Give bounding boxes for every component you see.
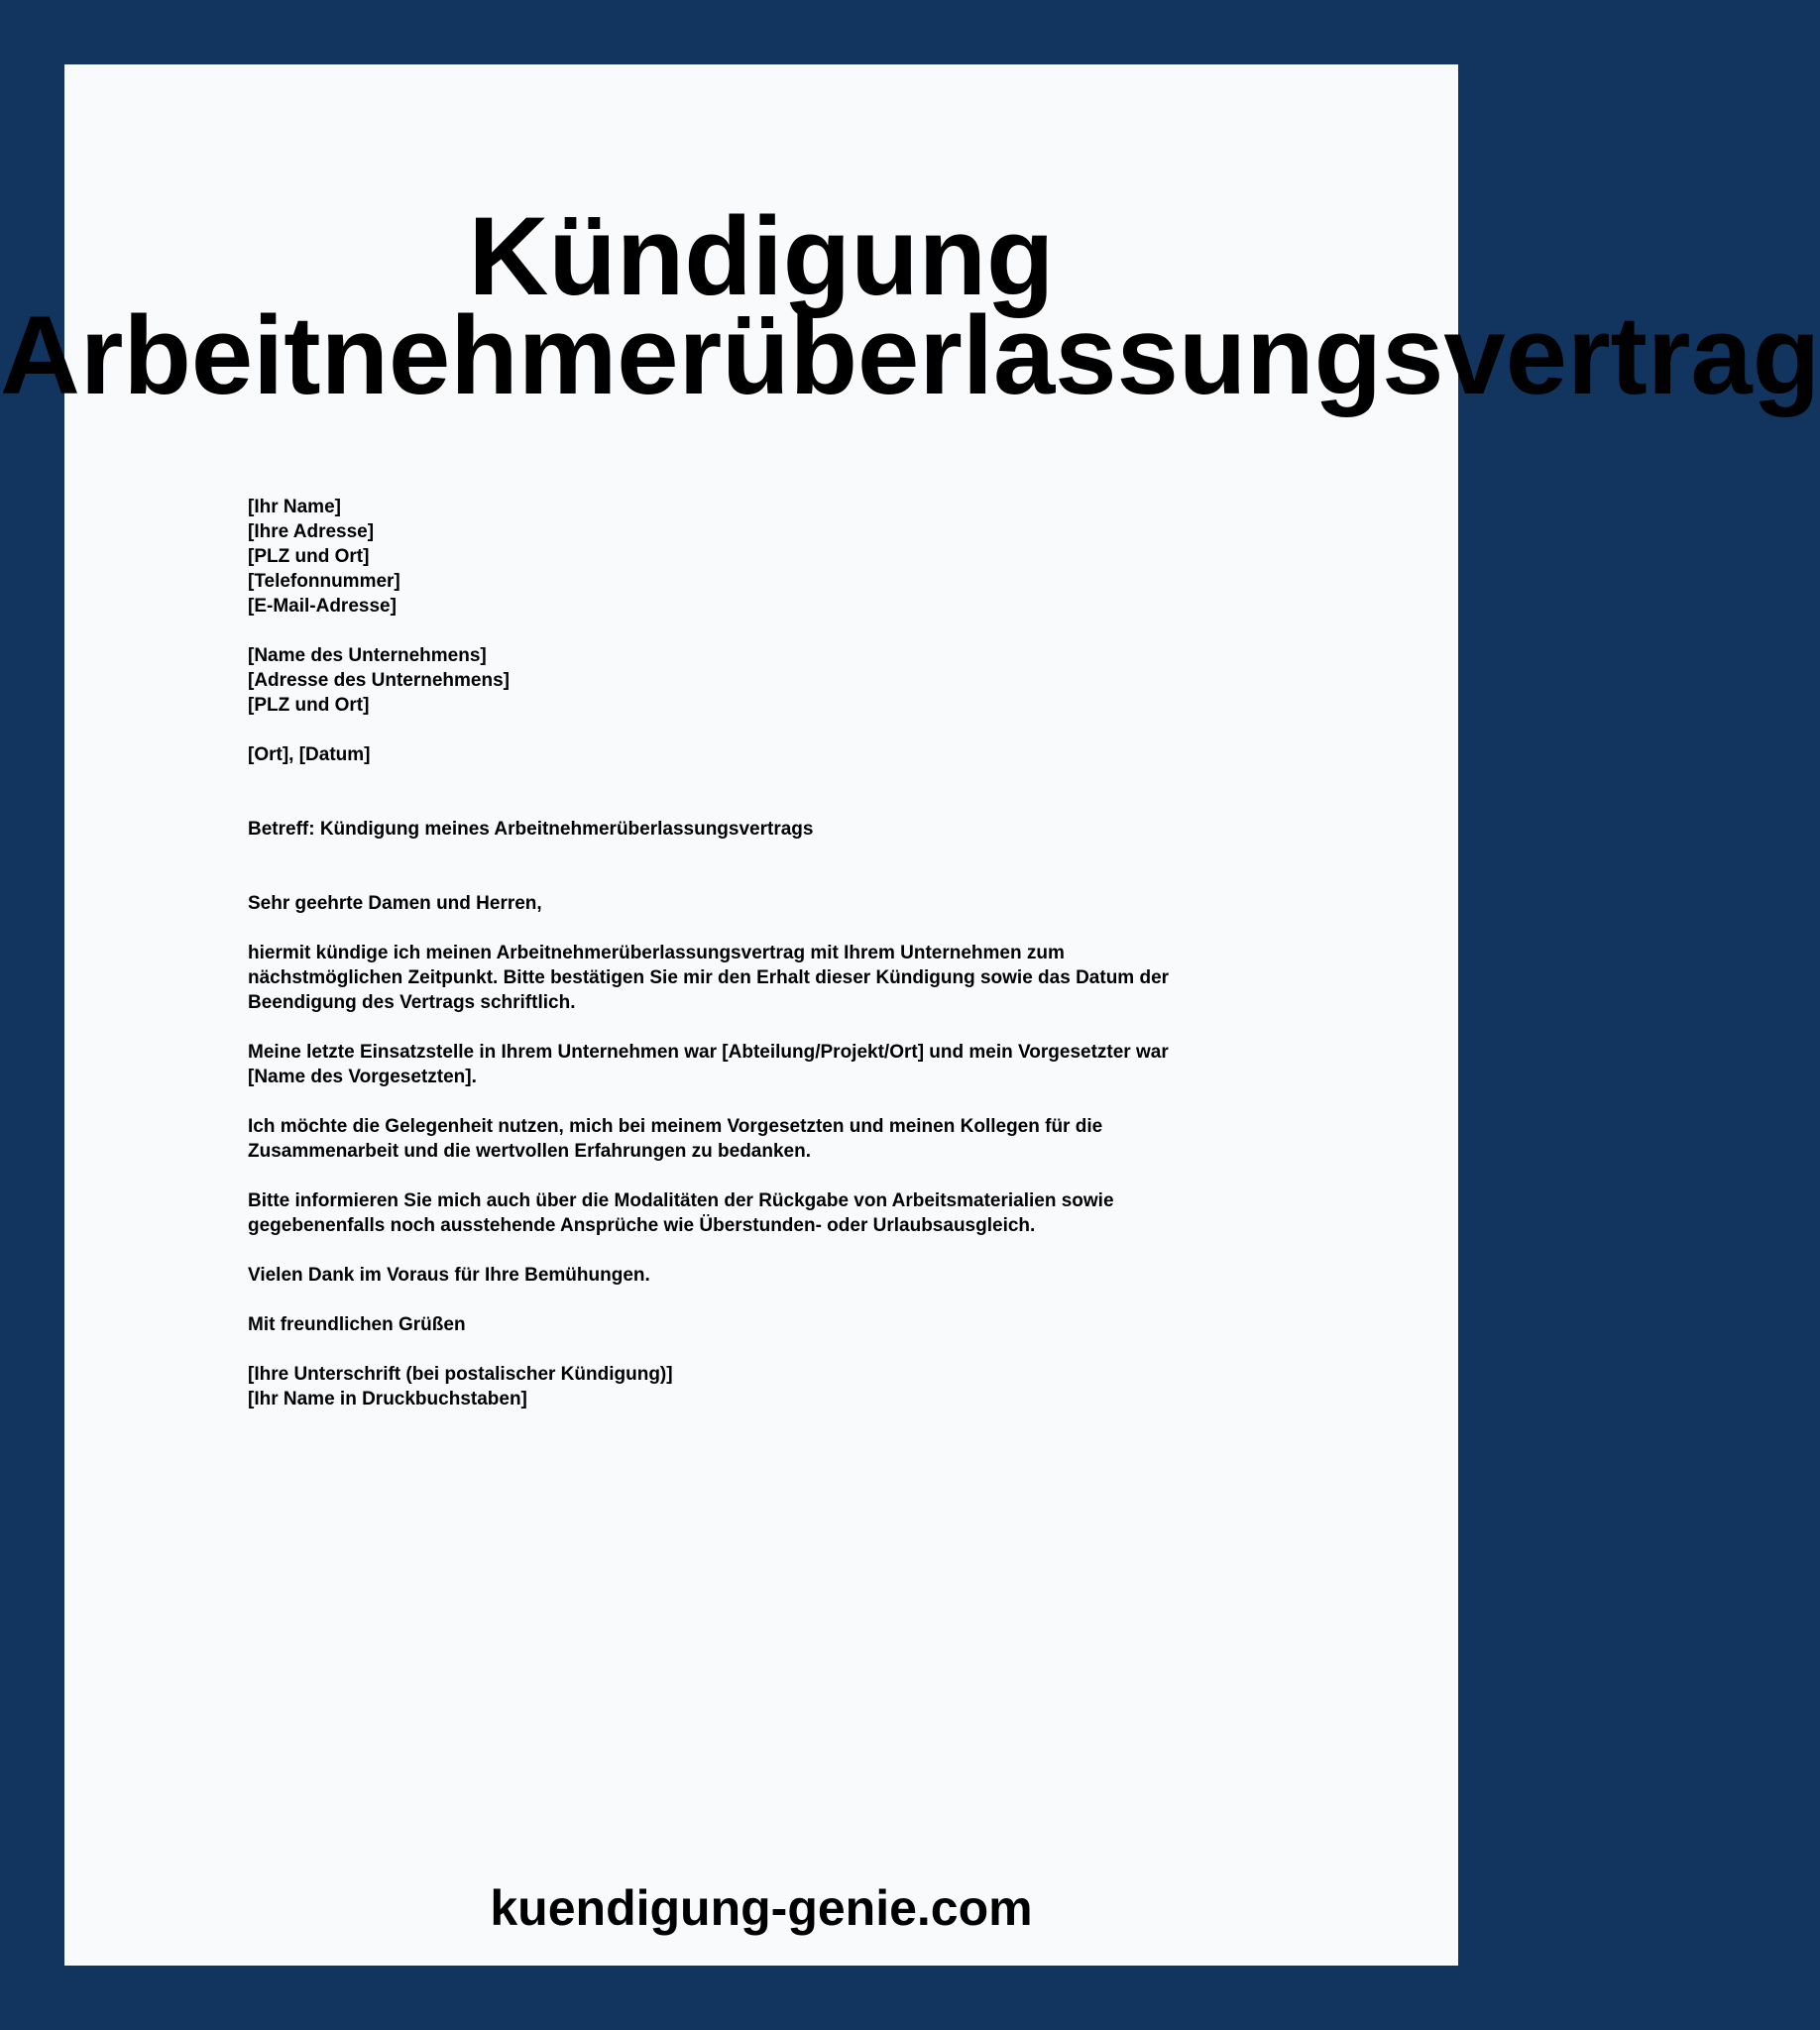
paragraph-line: Zusammenarbeit und die wertvollen Erfahrungen zu bedanken. [248,1141,811,1162]
letter-body [248,495,1299,1411]
subject-line: Betreff: Kündigung meines Arbeitnehmerüberlassungsvertrags [248,819,814,840]
paragraph-line: Beendigung des Vertrags schriftlich. [248,992,576,1013]
paragraph-line: nächstmöglichen Zeitpunkt. Bitte bestätigen Sie mir den Erhalt dieser Kündigung sowie das Datum der [248,967,1170,988]
footer-website: kuendigung-genie.com [490,1880,1033,1936]
signature-line-2: [Ihr Name in Druckbuchstaben] [248,1389,527,1410]
closing: Mit freundlichen Grüßen [248,1314,466,1335]
paragraph-3 [248,1114,1299,1164]
recipient-company: [Name des Unternehmens] [248,645,487,666]
paragraph-line: [Name des Vorgesetzten]. [248,1067,477,1087]
paragraph-5 [248,1263,1299,1288]
paragraph-2 [248,1040,1299,1089]
sender-zip-city: [PLZ und Ort] [248,546,370,567]
paragraph-line: Meine letzte Einsatzstelle in Ihrem Unternehmen war [Abteilung/Projekt/Ort] und mein Vorgesetzter war [248,1042,1169,1063]
signature-line-1: [Ihre Unterschrift (bei postalischer Kündigung)] [248,1364,673,1385]
sender-address: [Ihre Adresse] [248,521,375,542]
recipient-zip-city: [PLZ und Ort] [248,695,370,716]
paragraph-line: Ich möchte die Gelegenheit nutzen, mich bei meinem Vorgesetzten und meinen Kollegen für die [248,1116,1103,1137]
title-line-2: Arbeitnehmerüberlassungsvertrag [0,293,1820,417]
paragraph-line: Vielen Dank im Voraus für Ihre Bemühungen. [248,1265,650,1286]
paragraph-4 [248,1188,1299,1238]
place-date: [Ort], [Datum] [248,744,371,765]
sender-email: [E-Mail-Adresse] [248,596,397,617]
recipient-block [248,643,1299,718]
paragraph-line: hiermit kündige ich meinen Arbeitnehmerüberlassungsvertrag mit Ihrem Unternehmen zum [248,943,1065,963]
sender-name: [Ihr Name] [248,497,341,517]
salutation: Sehr geehrte Damen und Herren, [248,893,542,914]
recipient-address: [Adresse des Unternehmens] [248,670,510,691]
sender-phone: [Telefonnummer] [248,571,400,592]
title-line-1: Kündigung [468,194,1055,318]
paragraph-line: gegebenenfalls noch ausstehende Ansprüche wie Überstunden- oder Urlaubsausgleich. [248,1215,1036,1236]
document-page [0,64,1820,1966]
paragraph-1 [248,941,1299,1015]
sender-block [248,495,1299,619]
paragraph-line: Bitte informieren Sie mich auch über die Modalitäten der Rückgabe von Arbeitsmaterialien sowie [248,1190,1114,1211]
